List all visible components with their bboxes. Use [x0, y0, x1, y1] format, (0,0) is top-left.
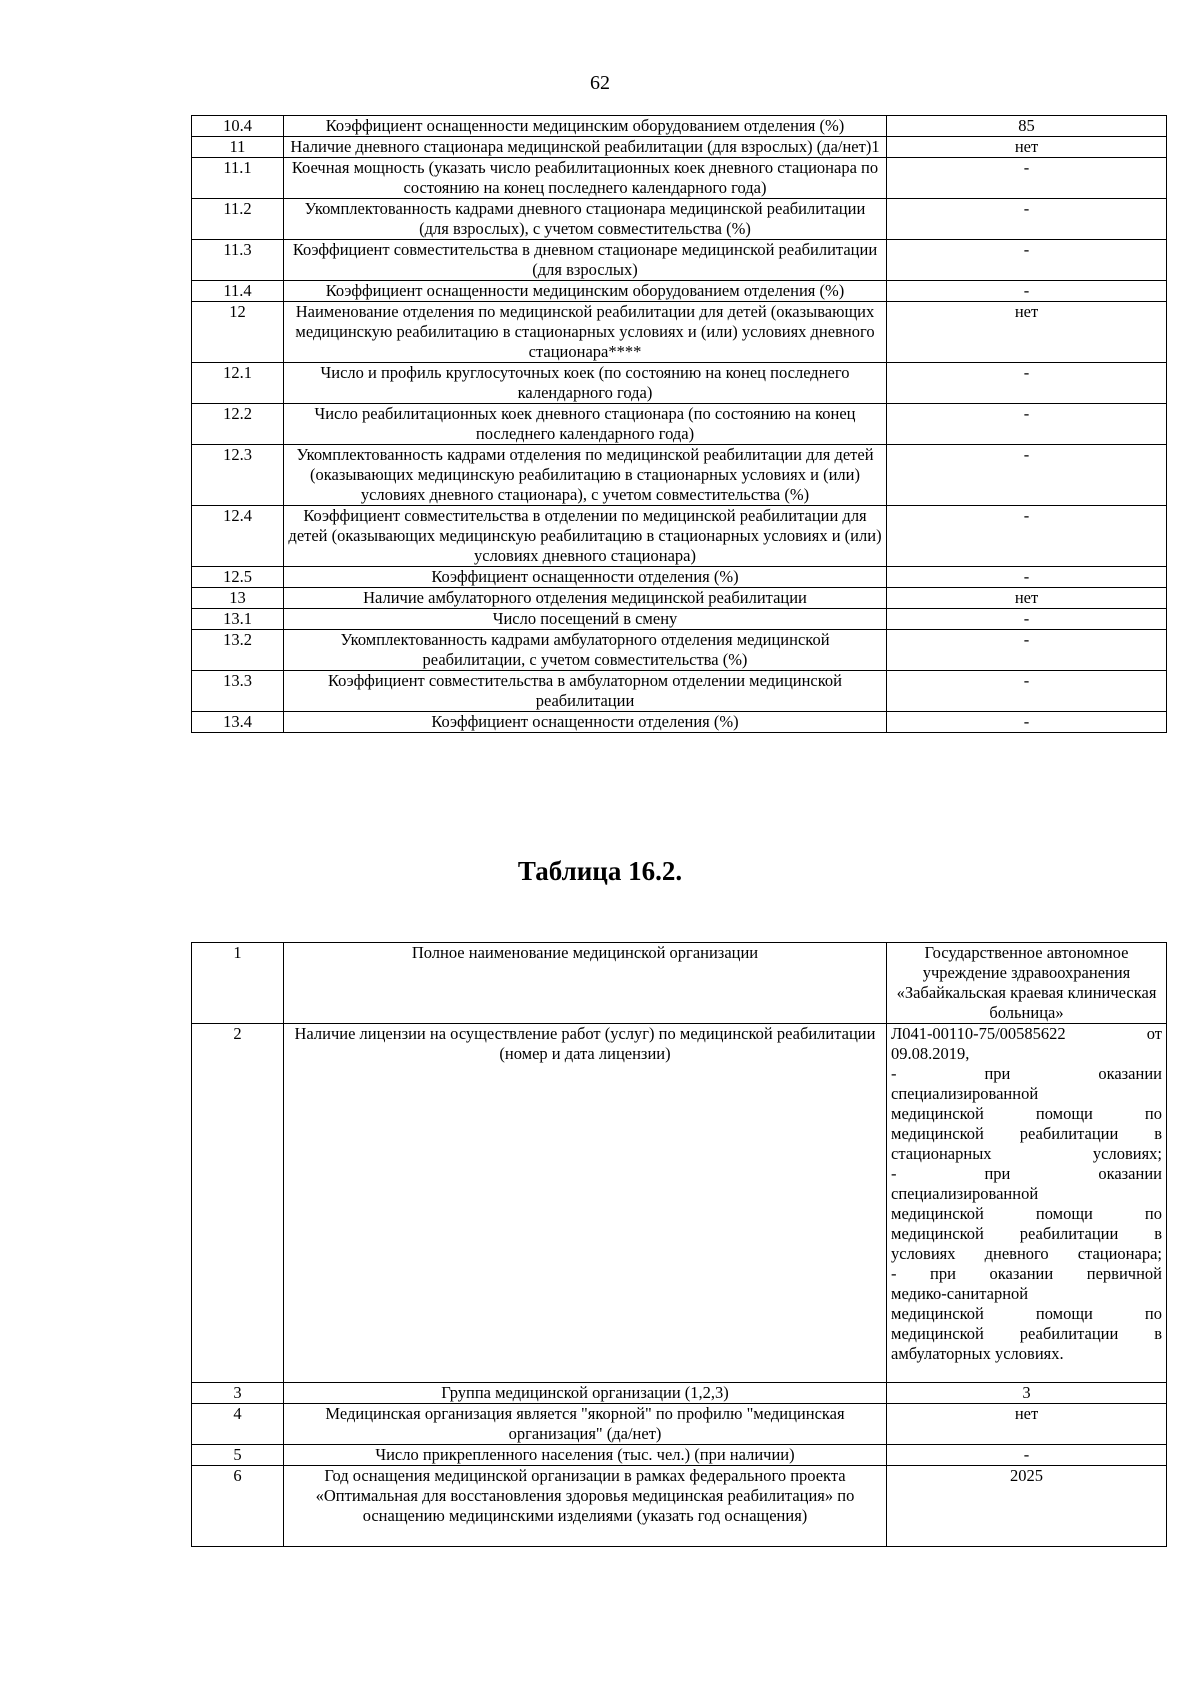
license-line: медицинской реабилитации в — [891, 1224, 1162, 1243]
table-bottom — [191, 942, 1167, 1547]
row-value: - — [887, 199, 1167, 240]
license-line: амбулаторных условиях. — [891, 1344, 1064, 1363]
row-name: Медицинская организация является "якорной" по профилю "медицинская организация" (да/нет) — [284, 1404, 887, 1445]
row-name: Укомплектованность кадрами дневного стационара медицинской реабилитации (для взрослых), с учетом совместительства (%) — [284, 199, 887, 240]
table-row — [192, 1466, 1167, 1547]
row-number: 13.1 — [192, 609, 284, 630]
table-row — [192, 943, 1167, 1024]
row-value: - — [887, 445, 1167, 506]
table-row — [192, 609, 1167, 630]
row-number: 5 — [192, 1445, 284, 1466]
license-value — [887, 1024, 1167, 1383]
row-number: 13.3 — [192, 671, 284, 712]
row-name: Наличие дневного стационара медицинской реабилитации (для взрослых) (да/нет)1 — [284, 137, 887, 158]
row-value: - — [887, 404, 1167, 445]
table-row — [192, 1024, 1167, 1383]
row-number: 4 — [192, 1404, 284, 1445]
table-row — [192, 1383, 1167, 1404]
row-number: 12.4 — [192, 506, 284, 567]
table-row — [192, 588, 1167, 609]
table-row — [192, 567, 1167, 588]
table-row — [192, 116, 1167, 137]
row-name: Коэффициент совместительства в отделении по медицинской реабилитации для детей (оказывающих медицинскую реабилитацию в стационарных условиях и (или) условиях дневного стационара) — [284, 506, 887, 567]
row-number: 2 — [192, 1024, 284, 1383]
row-value: - — [887, 1445, 1167, 1466]
table-row — [192, 506, 1167, 567]
row-name: Полное наименование медицинской организации — [284, 943, 887, 1024]
license-line: - при оказании — [891, 1164, 1162, 1183]
row-name: Число прикрепленного населения (тыс. чел.) (при наличии) — [284, 1445, 887, 1466]
row-name: Коэффициент оснащенности медицинским оборудованием отделения (%) — [284, 116, 887, 137]
license-line: медицинской помощи по — [891, 1204, 1162, 1223]
row-value: нет — [887, 302, 1167, 363]
license-line: 09.08.2019, — [891, 1044, 970, 1063]
row-name: Наименование отделения по медицинской реабилитации для детей (оказывающих медицинскую реабилитацию в стационарных условиях и (или) условиях дневного стационара**** — [284, 302, 887, 363]
license-line: условиях дневного стационара; — [891, 1244, 1162, 1263]
table-row — [192, 158, 1167, 199]
license-line: стационарных условиях; — [891, 1144, 1162, 1163]
row-value: - — [887, 363, 1167, 404]
row-value: - — [887, 712, 1167, 733]
row-value: нет — [887, 137, 1167, 158]
row-value: 2025 — [887, 1466, 1167, 1547]
table-row — [192, 240, 1167, 281]
row-value: - — [887, 240, 1167, 281]
row-number: 11.2 — [192, 199, 284, 240]
table-row — [192, 363, 1167, 404]
row-number: 12 — [192, 302, 284, 363]
row-value: 85 — [887, 116, 1167, 137]
row-value: - — [887, 281, 1167, 302]
table-row — [192, 199, 1167, 240]
table-caption: Таблица 16.2. — [517, 856, 683, 886]
row-name: Коэффициент оснащенности медицинским оборудованием отделения (%) — [284, 281, 887, 302]
row-value: - — [887, 506, 1167, 567]
row-name: Коэффициент совместительства в амбулаторном отделении медицинской реабилитации — [284, 671, 887, 712]
table-row — [192, 1445, 1167, 1466]
row-value: - — [887, 630, 1167, 671]
row-value: Государственное автономное учреждение здравоохранения «Забайкальская краевая клиническая больница» — [887, 943, 1167, 1024]
license-line: медицинской помощи по — [891, 1304, 1162, 1323]
table-row — [192, 404, 1167, 445]
license-line: Л041-00110-75/00585622 от — [891, 1024, 1162, 1043]
license-line: специализированной — [891, 1084, 1039, 1103]
table-row — [192, 445, 1167, 506]
row-number: 11.4 — [192, 281, 284, 302]
table-row — [192, 137, 1167, 158]
row-value: нет — [887, 588, 1167, 609]
table-row — [192, 281, 1167, 302]
row-name: Коэффициент оснащенности отделения (%) — [284, 567, 887, 588]
license-line: - при оказании первичной — [891, 1264, 1162, 1283]
table-top — [191, 115, 1167, 733]
row-number: 13.2 — [192, 630, 284, 671]
row-name: Укомплектованность кадрами отделения по медицинской реабилитации для детей (оказывающих медицинскую реабилитацию в стационарных условиях и (или) условиях дневного стационара), с учетом совместительства (%) — [284, 445, 887, 506]
row-name: Коэффициент оснащенности отделения (%) — [284, 712, 887, 733]
row-name: Число посещений в смену — [284, 609, 887, 630]
row-number: 1 — [192, 943, 284, 1024]
row-value: 3 — [887, 1383, 1167, 1404]
table-row — [192, 302, 1167, 363]
row-number: 11 — [192, 137, 284, 158]
license-line: специализированной — [891, 1184, 1039, 1203]
row-value: - — [887, 609, 1167, 630]
row-name: Год оснащения медицинской организации в рамках федерального проекта «Оптимальная для восстановления здоровья медицинская реабилитация» по оснащению медицинскими изделиями (указать год оснащения) — [284, 1466, 887, 1547]
license-line: медико-санитарной — [891, 1284, 1029, 1303]
row-name: Группа медицинской организации (1,2,3) — [284, 1383, 887, 1404]
license-line: - при оказании — [891, 1064, 1162, 1083]
row-name: Укомплектованность кадрами амбулаторного отделения медицинской реабилитации, с учетом совместительства (%) — [284, 630, 887, 671]
row-number: 11.3 — [192, 240, 284, 281]
row-number: 6 — [192, 1466, 284, 1547]
row-number: 13 — [192, 588, 284, 609]
row-value: - — [887, 158, 1167, 199]
table-row — [192, 671, 1167, 712]
license-line: медицинской реабилитации в — [891, 1324, 1162, 1343]
row-number: 12.2 — [192, 404, 284, 445]
table-row — [192, 1404, 1167, 1445]
row-number: 12.1 — [192, 363, 284, 404]
row-number: 3 — [192, 1383, 284, 1404]
row-number: 12.3 — [192, 445, 284, 506]
license-line: медицинской помощи по — [891, 1104, 1162, 1123]
row-number: 12.5 — [192, 567, 284, 588]
row-name: Наличие лицензии на осуществление работ (услуг) по медицинской реабилитации (номер и дата лицензии) — [284, 1024, 887, 1383]
row-name: Число и профиль круглосуточных коек (по состоянию на конец последнего календарного года) — [284, 363, 887, 404]
row-number: 13.4 — [192, 712, 284, 733]
page-number: 62 — [590, 72, 610, 94]
row-name: Наличие амбулаторного отделения медицинской реабилитации — [284, 588, 887, 609]
row-value: - — [887, 567, 1167, 588]
table-row — [192, 630, 1167, 671]
license-line: медицинской реабилитации в — [891, 1124, 1162, 1143]
row-number: 11.1 — [192, 158, 284, 199]
row-name: Коечная мощность (указать число реабилитационных коек дневного стационара по состоянию на конец последнего календарного года) — [284, 158, 887, 199]
row-name: Число реабилитационных коек дневного стационара (по состоянию на конец последнего календарного года) — [284, 404, 887, 445]
row-value: - — [887, 671, 1167, 712]
table-row — [192, 712, 1167, 733]
row-number: 10.4 — [192, 116, 284, 137]
row-value: нет — [887, 1404, 1167, 1445]
row-name: Коэффициент совместительства в дневном стационаре медицинской реабилитации (для взрослых) — [284, 240, 887, 281]
